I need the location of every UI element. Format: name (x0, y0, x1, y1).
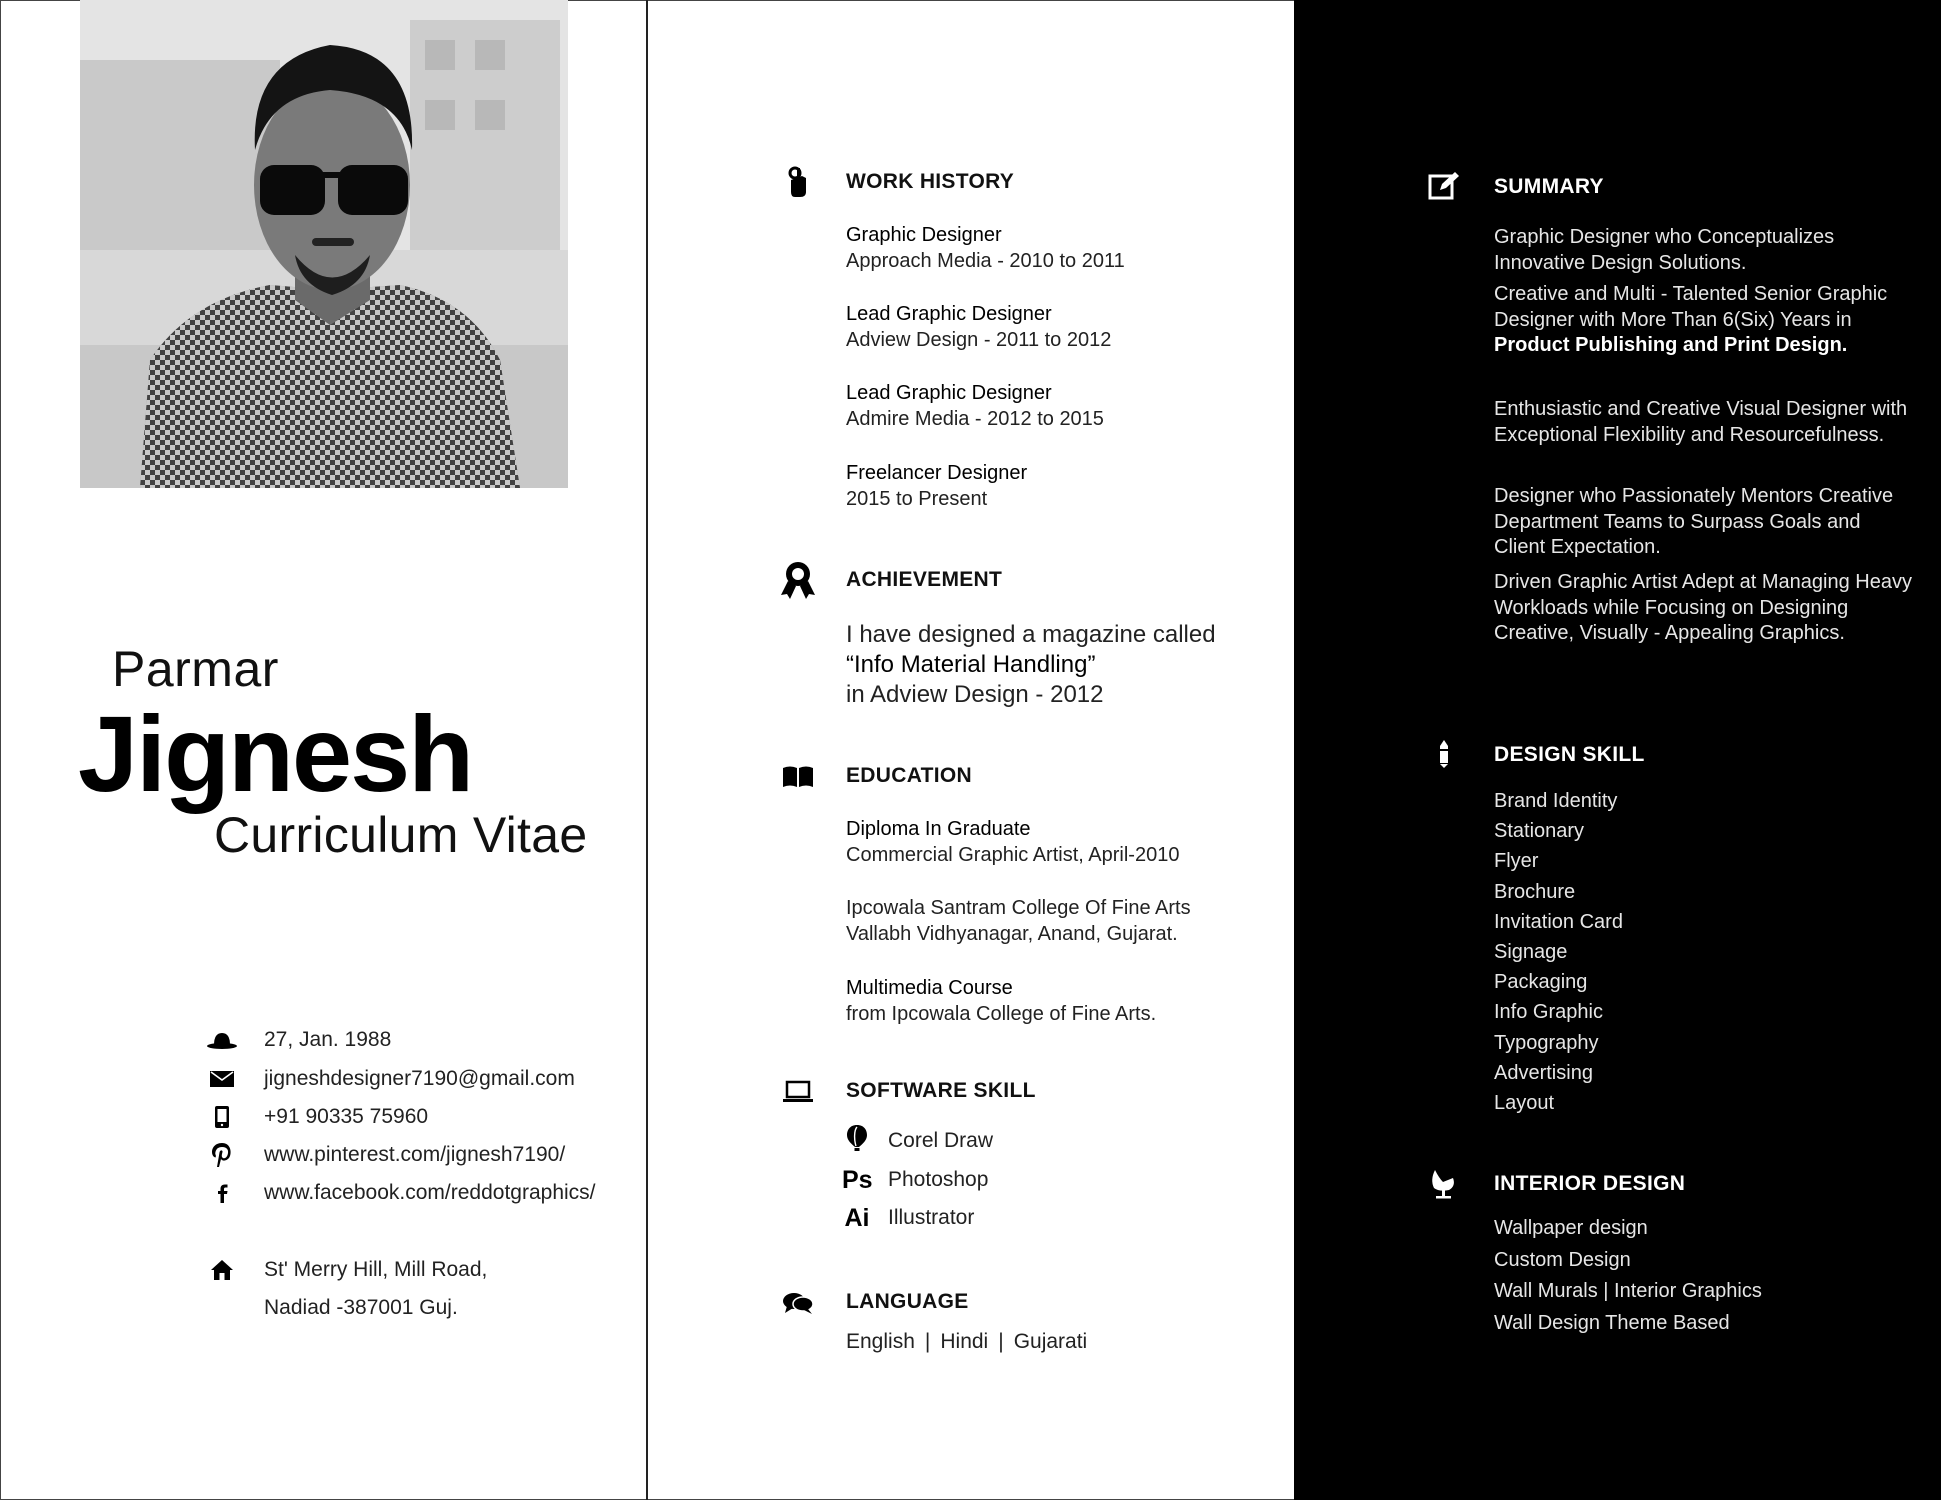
hat-icon (200, 1025, 244, 1055)
work-entry-4: Freelancer Designer 2015 to Present (846, 462, 1028, 510)
illustrator-icon: Ai (844, 1203, 870, 1232)
language-title: LANGUAGE (846, 1290, 969, 1313)
interior-design-title: INTERIOR DESIGN (1494, 1172, 1686, 1195)
list-item: Flyer (1494, 850, 1539, 873)
summary-paragraph-2: Creative and Multi - Talented Senior Graphic Designer with More Than 6(Six) Years in Product Publishing and Print Design. (1494, 283, 1888, 356)
facebook-icon (200, 1178, 244, 1208)
design-skill-title: DESIGN SKILL (1494, 743, 1645, 766)
language-item: Hindi (940, 1330, 989, 1353)
summary-paragraph-3: Enthusiastic and Creative Visual Designer with Exceptional Flexibility and Resourcefulness. (1494, 398, 1908, 446)
edit-icon (1422, 166, 1466, 206)
language-item: Gujarati (1013, 1330, 1088, 1353)
language-item: English (846, 1330, 915, 1353)
summary-paragraph-1: Graphic Designer who Conceptualizes Innovative Design Solutions. (1494, 226, 1835, 274)
column-divider (646, 0, 648, 1500)
contact-email[interactable]: jigneshdesigner7190@gmail.com (200, 1062, 575, 1096)
contact-facebook[interactable]: www.facebook.com/reddotgraphics/ (200, 1176, 596, 1210)
list-item: Brochure (1494, 880, 1576, 903)
award-ribbon-icon (775, 560, 821, 600)
list-item: Advertising (1494, 1061, 1593, 1084)
pinterest-icon (200, 1140, 244, 1170)
list-item: Wallpaper design (1494, 1217, 1648, 1239)
list-item: Typography (1494, 1031, 1599, 1054)
photoshop-icon: Ps (842, 1165, 873, 1194)
envelope-icon (200, 1064, 244, 1094)
list-item: Wall Murals | Interior Graphics (1494, 1280, 1762, 1302)
last-name: Jignesh (78, 693, 473, 814)
list-item: Brand Identity (1494, 790, 1618, 812)
contact-address-line2: Nadiad -387001 Guj. (264, 1296, 458, 1319)
interior-design-list (1494, 1213, 1762, 1339)
achievement-text: I have designed a magazine called “Info Material Handling” in Adview Design - 2012 (846, 621, 1216, 708)
design-skill-list (1494, 786, 1623, 1118)
egg-chair-icon (1422, 1164, 1466, 1204)
work-entry-2: Lead Graphic Designer Adview Design - 2011 to 2012 (846, 303, 1112, 351)
software-photoshop: Ps Photoshop (842, 1165, 989, 1194)
software-illustrator: Ai Illustrator (842, 1200, 974, 1236)
speech-bubbles-icon (775, 1283, 821, 1323)
list-item: Layout (1494, 1091, 1555, 1114)
mobile-phone-icon (200, 1102, 244, 1132)
first-name: Parmar (112, 641, 279, 697)
work-history-title: WORK HISTORY (846, 170, 1015, 193)
education-entry-1: Diploma In Graduate Commercial Graphic Artist, April-2010 (846, 818, 1180, 866)
work-entry-3: Lead Graphic Designer Admire Media - 2012 to 2015 (846, 382, 1104, 430)
list-item: Signage (1494, 940, 1568, 963)
list-item: Wall Design Theme Based (1494, 1311, 1730, 1334)
list-item: Invitation Card (1494, 910, 1623, 933)
work-entry-1: Graphic Designer Approach Media - 2010 to 2011 (846, 224, 1125, 272)
profile-photo (80, 0, 568, 488)
education-entry-3: Multimedia Course from Ipcowala College of Fine Arts. (846, 977, 1157, 1025)
contact-phone[interactable]: +91 90335 75960 (200, 1100, 428, 1134)
achievement-title: ACHIEVEMENT (846, 568, 1003, 591)
laptop-icon (775, 1072, 821, 1112)
summary-title: SUMMARY (1494, 175, 1604, 198)
list-item: Custom Design (1494, 1248, 1631, 1271)
summary-paragraph-4: Designer who Passionately Mentors Creative Department Teams to Surpass Goals and Client Expectation. (1494, 485, 1894, 558)
contact-pinterest[interactable]: www.pinterest.com/jignesh7190/ (200, 1138, 565, 1172)
contact-address-line1: St' Merry Hill, Mill Road, (200, 1253, 487, 1287)
frame-left-line (0, 0, 1, 1500)
ok-hand-icon (775, 162, 821, 202)
contact-birthdate: 27, Jan. 1988 (200, 1023, 391, 1057)
education-title: EDUCATION (846, 764, 972, 787)
list-item: Stationary (1494, 820, 1585, 843)
education-entry-2: Ipcowala Santram College Of Fine Arts Vallabh Vidhyanagar, Anand, Gujarat. (846, 897, 1191, 945)
summary-paragraph-5: Driven Graphic Artist Adept at Managing Heavy Workloads while Focusing on Designing Creative, Visually - Appealing Graphics. (1494, 571, 1912, 644)
document-subtitle: Curriculum Vitae (214, 807, 588, 863)
list-item: Info Graphic (1494, 1001, 1603, 1024)
software-corel-draw: Corel Draw (842, 1123, 993, 1159)
software-skill-title: SOFTWARE SKILL (846, 1079, 1036, 1102)
home-icon (200, 1255, 244, 1285)
language-list: English | Hindi | Gujarati (846, 1330, 1088, 1353)
corel-balloon-icon (842, 1124, 872, 1159)
pencil-icon (1422, 734, 1466, 774)
list-item: Packaging (1494, 971, 1588, 994)
open-book-icon (775, 757, 821, 797)
